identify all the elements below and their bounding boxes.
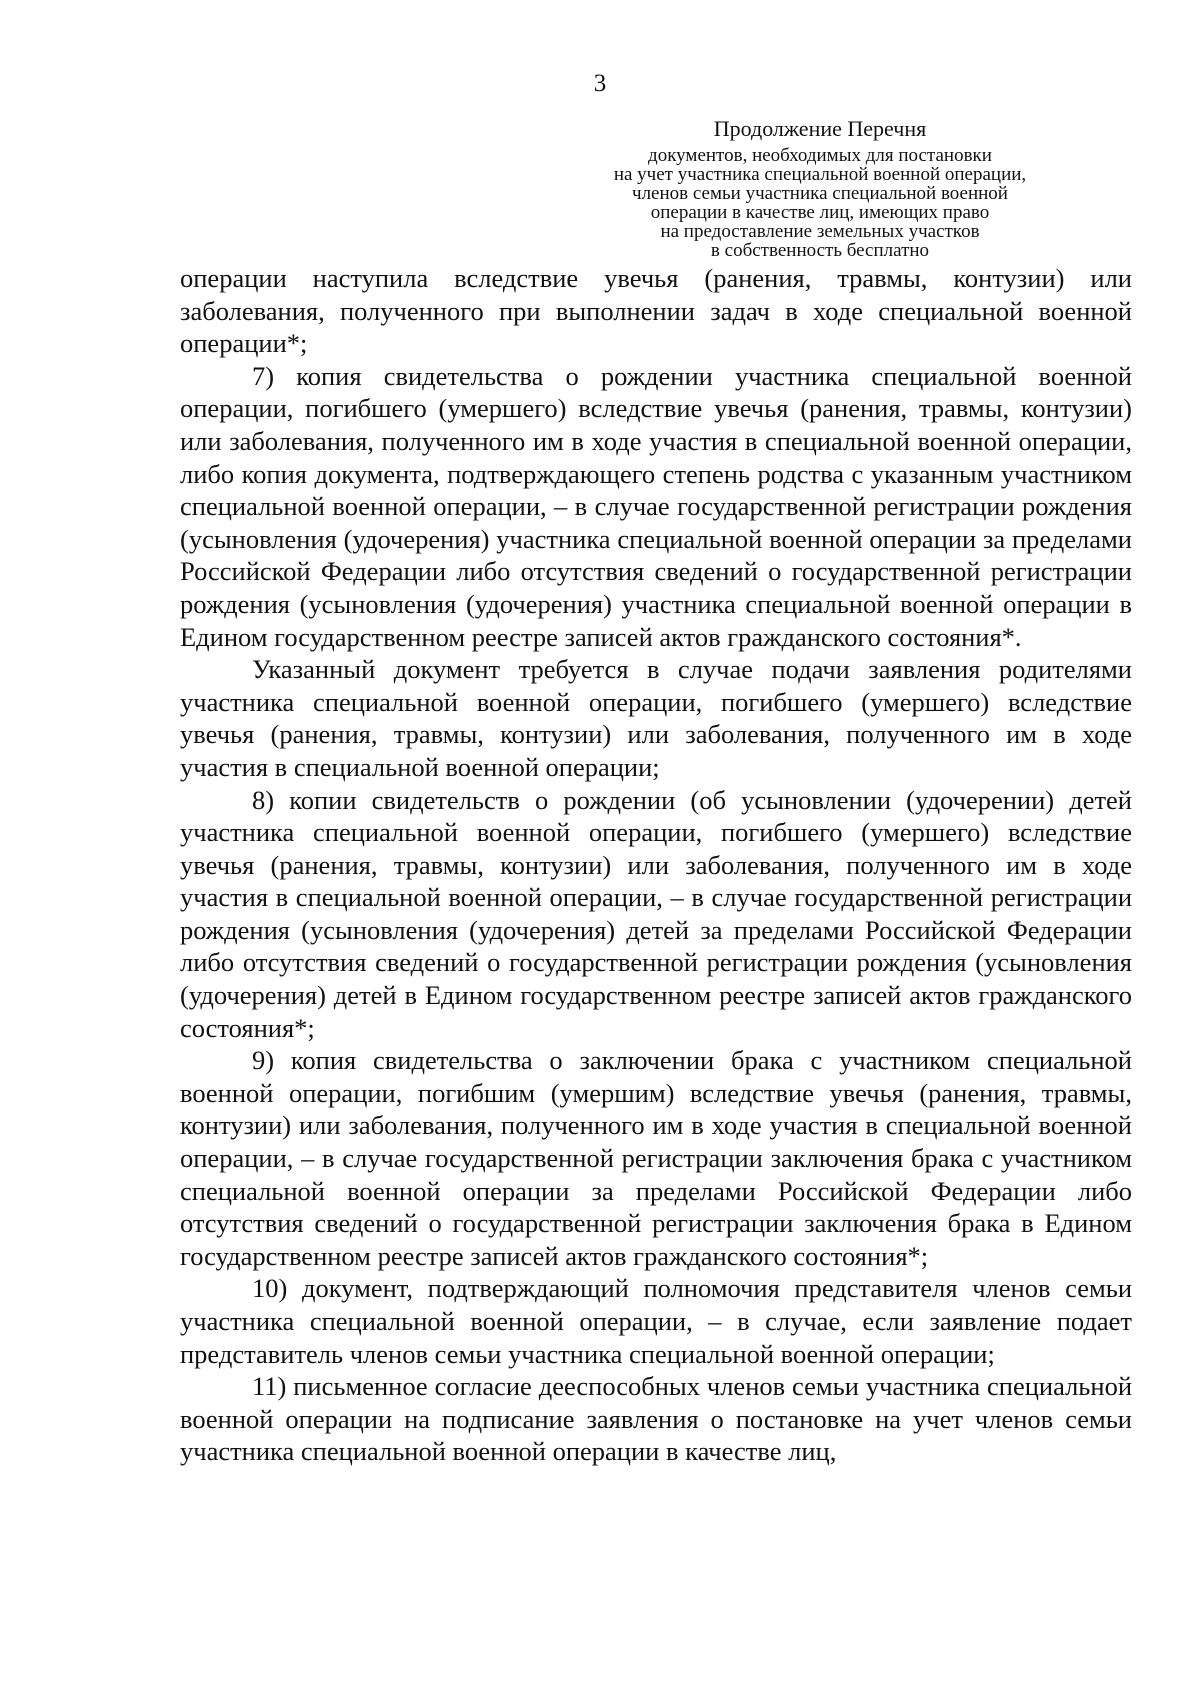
paragraph-continuation: операции наступила вследствие увечья (ранения, травмы, контузии) или заболевания, полученного при выполнении задач в ходе специальной военной операции*;	[180, 263, 1132, 359]
page-number: 3	[593, 70, 607, 97]
document-body	[180, 262, 1132, 1468]
header-line: членов семьи участника специальной военной	[632, 183, 1008, 204]
paragraph-item-7: 7) копия свидетельства о рождении участника специальной военной операции, погибшего (умершего) вследствие увечья (ранения, травмы, контузии) или заболевания, полученного им в ходе участия в специальной военной операции, либо копия документа, подтверждающего степень родства с указанным участником специальной военной операции, – в случае государственной регистрации рождения (усыновления (удочерения) участника специальной военной операции за пределами Российской Федерации либо отсутствия сведений о государственной регистрации рождения (усыновления (удочерения) участника специальной военной операции в Едином государственном реестре записей актов гражданского состояния*.	[180, 360, 1132, 652]
header-line: документов, необходимых для постановки	[648, 145, 992, 166]
document-header	[580, 116, 1060, 260]
header-line: операции в качестве лиц, имеющих право	[650, 202, 990, 223]
paragraph-note: Указанный документ требуется в случае подачи заявления родителями участника специальной военной операции, погибшего (умершего) вследствие увечья (ранения, травмы, контузии) или заболевания, полученного им в ходе участия в специальной военной операции;	[180, 654, 1132, 782]
header-line: в собственность бесплатно	[710, 240, 930, 261]
paragraph-item-11: 11) письменное согласие дееспособных членов семьи участника специальной военной операции на подписание заявления о постановке на учет членов семьи участника специальной военной операции в качестве лиц,	[180, 1371, 1132, 1467]
header-line: на предоставление земельных участков	[660, 221, 980, 242]
paragraph-item-9: 9) копия свидетельства о заключении брака с участником специальной военной операции, погибшим (умершим) вследствие увечья (ранения, травмы, контузии) или заболевания, полученного им в ходе участия в специальной военной операции, – в случае государственной регистрации заключения брака с участником специальной военной операции за пределами Российской Федерации либо отсутствия сведений о государственной регистрации заключения брака в Едином государственном реестре записей актов гражданского состояния*;	[180, 1045, 1132, 1271]
paragraph-item-10: 10) документ, подтверждающий полномочия представителя членов семьи участника специальной военной операции, – в случае, если заявление подает представитель членов семьи участника специальной военной операции;	[180, 1273, 1132, 1369]
header-line: на учет участника специальной военной операции,	[613, 164, 1027, 185]
header-title: Продолжение Перечня	[713, 116, 927, 141]
paragraph-item-8: 8) копии свидетельств о рождении (об усыновлении (удочерении) детей участника специальной военной операции, погибшего (умершего) вследствие увечья (ранения, травмы, контузии) или заболевания, полученного им в ходе участия в специальной военной операции, – в случае государственной регистрации рождения (усыновления (удочерения) детей за пределами Российской Федерации либо отсутствия сведений о государственной регистрации рождения (усыновления (удочерения) детей в Едином государственном реестре записей актов гражданского состояния*;	[180, 784, 1132, 1043]
